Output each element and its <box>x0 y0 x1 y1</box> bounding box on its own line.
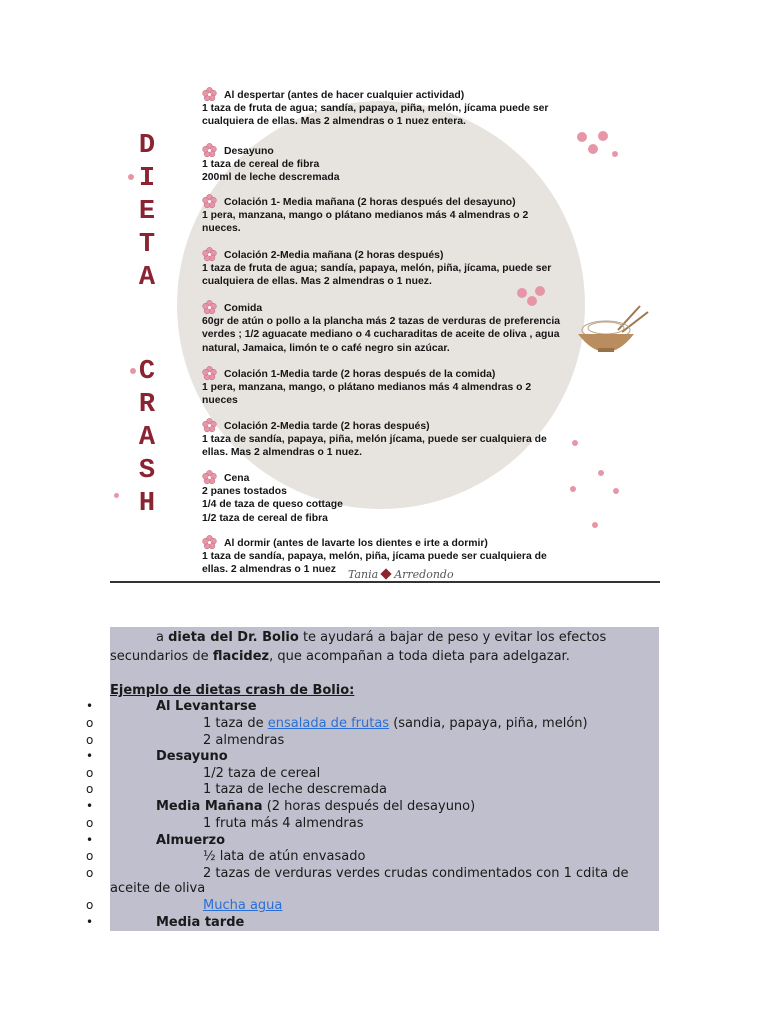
blossom-icon <box>202 535 217 550</box>
vertical-title-crash <box>132 356 162 521</box>
poster-section <box>202 145 562 185</box>
section-body: 2 panes tostados 1/4 de taza de queso cottage 1/2 taza de cereal de fibra <box>202 486 343 524</box>
section-title: Al despertar (antes de hacer cualquier actividad) <box>224 90 465 101</box>
poster-section <box>202 420 562 460</box>
blossom-icon <box>202 194 217 209</box>
section-body: 1 taza de fruta de agua; sandía, papaya, melón, piña, jícama, puede ser cualquiera de ellas. Mas 2 almendras o 1 nuez. <box>202 263 552 288</box>
sub-marker: o <box>86 733 94 747</box>
blossom-icon <box>202 418 217 433</box>
list-item-desayuno: Desayuno <box>156 749 228 764</box>
section-title: Cena <box>224 473 250 484</box>
media-manana-detail: (2 horas después del desayuno) <box>262 799 476 814</box>
list-subitem <box>203 715 588 732</box>
bullet-marker: • <box>86 699 94 713</box>
list-item-media-tarde: Media tarde <box>156 915 245 930</box>
list-subitem: 2 almendras <box>203 733 285 748</box>
section-body: 1 taza de cereal de fibra 200ml de leche descremada <box>202 159 340 184</box>
title-letter: C <box>138 357 156 387</box>
title-letter: E <box>138 197 156 227</box>
taza-pre: 1 taza de <box>203 716 268 731</box>
section-body: 60gr de atún o pollo a la plancha más 2 tazas de verduras de preferencia verdes ; 1/2 aguacate mediano o 4 cucharaditas de aceite de oliva , agua natural, Jamaica, limón te o café negro sin azúcar. <box>202 316 561 354</box>
blossom-icon <box>202 87 217 102</box>
decor-dot <box>570 486 576 492</box>
vertical-title-dieta <box>132 130 162 295</box>
poster-section <box>202 89 562 129</box>
intro-paragraph <box>110 628 650 666</box>
intro-mid: te ayudará a bajar de peso y evitar los efectos <box>298 630 607 645</box>
ensalada-de-frutas-link[interactable]: ensalada de frutas <box>267 716 390 731</box>
blossom-icon <box>202 143 217 158</box>
list-subitem: 1/2 taza de cereal <box>203 766 321 781</box>
signature-first: Tania <box>348 568 379 581</box>
list-subitem: ½ lata de atún envasado <box>203 849 366 864</box>
intro-line2-pre: secundarios de <box>110 649 213 664</box>
diet-example-heading: Ejemplo de dietas crash de Bolio: <box>110 683 355 698</box>
poster-section <box>202 196 562 236</box>
sub-marker: o <box>86 849 94 863</box>
decor-dot <box>598 470 604 476</box>
decor-dot <box>598 131 608 141</box>
list-subitem <box>203 897 282 914</box>
section-body: 1 taza de sandía, papaya, piña, melón jícama, puede ser cualquiera de ellas. Mas 2 almendras o 1 nuez. <box>202 434 547 459</box>
blossom-icon <box>202 470 217 485</box>
intro-bold-dieta: dieta del Dr. Bolio <box>168 630 299 645</box>
decor-dot <box>517 288 527 298</box>
section-title: Desayuno <box>224 146 274 157</box>
section-body: 1 taza de fruta de agua; sandía, papaya, piña, melón, jícama puede ser cualquiera de ellas. Mas 2 almendras o 1 nuez entera. <box>202 103 549 128</box>
section-title: Colación 2-Media tarde (2 horas después) <box>224 421 430 432</box>
bullet-marker: • <box>86 799 94 813</box>
list-subitem-continuation: aceite de oliva <box>110 881 206 896</box>
title-letter: A <box>138 423 156 453</box>
intro-post: , que acompañan a toda dieta para adelgazar. <box>269 649 570 664</box>
image-divider <box>110 581 660 583</box>
section-title: Al dormir (antes de lavarte los dientes e irte a dormir) <box>224 538 488 549</box>
section-body: 1 taza de sandía, papaya, melón, piña, jícama puede ser cualquiera de ellas. 2 almendras o 1 nuez <box>202 551 547 576</box>
bowl-icon <box>570 300 650 360</box>
sub-marker: o <box>86 898 94 912</box>
taza-post: (sandia, papaya, piña, melón) <box>389 716 588 731</box>
sub-marker: o <box>86 716 94 730</box>
bullet-marker: • <box>86 833 94 847</box>
decor-dot <box>577 132 587 142</box>
blossom-icon <box>202 366 217 381</box>
title-letter: H <box>138 489 156 519</box>
list-item-al-levantarse: Al Levantarse <box>156 699 257 714</box>
intro-pre: a <box>156 630 169 645</box>
decor-dot <box>572 440 578 446</box>
sub-marker: o <box>86 816 94 830</box>
blossom-icon <box>202 247 217 262</box>
signature-last: Arredondo <box>394 568 454 581</box>
title-letter: R <box>138 390 156 420</box>
blossom-icon <box>202 300 217 315</box>
poster-section <box>202 249 562 289</box>
decor-dot <box>588 144 598 154</box>
mucha-agua-link[interactable]: Mucha agua <box>203 898 283 913</box>
title-letter: S <box>138 456 156 486</box>
list-item-almuerzo: Almuerzo <box>156 833 226 848</box>
section-body: 1 pera, manzana, mango, o plátano medianos más 4 almendras o 2 nueces <box>202 382 532 407</box>
bullet-marker: • <box>86 749 94 763</box>
decor-dot <box>612 151 618 157</box>
section-body: 1 pera, manzana, mango o plátano medianos más 4 almendras o 2 nueces. <box>202 210 529 235</box>
decor-dot <box>114 493 119 498</box>
poster-section <box>202 368 562 408</box>
list-subitem: 2 tazas de verduras verdes crudas condimentados con 1 cdita de <box>203 866 629 881</box>
title-letter: A <box>138 263 156 293</box>
poster-section <box>202 302 562 355</box>
decor-dot <box>613 488 619 494</box>
section-title: Comida <box>224 303 263 314</box>
decor-dot <box>130 368 136 374</box>
sub-marker: o <box>86 782 94 796</box>
diamond-icon <box>381 568 392 579</box>
diet-poster-image <box>110 78 660 583</box>
bullet-marker: • <box>86 915 94 929</box>
sub-marker: o <box>86 766 94 780</box>
poster-section <box>202 472 562 525</box>
intro-bold-flacidez: flacidez <box>212 649 270 664</box>
section-title: Colación 2-Media mañana (2 horas después) <box>224 250 444 261</box>
title-letter: T <box>138 230 156 260</box>
media-manana-label: Media Mañana <box>156 799 263 814</box>
author-signature <box>348 568 454 581</box>
list-item-media-manana <box>156 798 475 815</box>
title-letter: I <box>138 164 156 194</box>
sub-marker: o <box>86 866 94 880</box>
list-subitem: 1 taza de leche descremada <box>203 782 387 797</box>
section-title: Colación 1- Media mañana (2 horas después del desayuno) <box>224 197 516 208</box>
decor-dot <box>592 522 598 528</box>
decor-dot <box>128 174 134 180</box>
list-subitem: 1 fruta más 4 almendras <box>203 816 364 831</box>
section-title: Colación 1-Media tarde (2 horas después de la comida) <box>224 369 496 380</box>
title-letter: D <box>138 131 156 161</box>
